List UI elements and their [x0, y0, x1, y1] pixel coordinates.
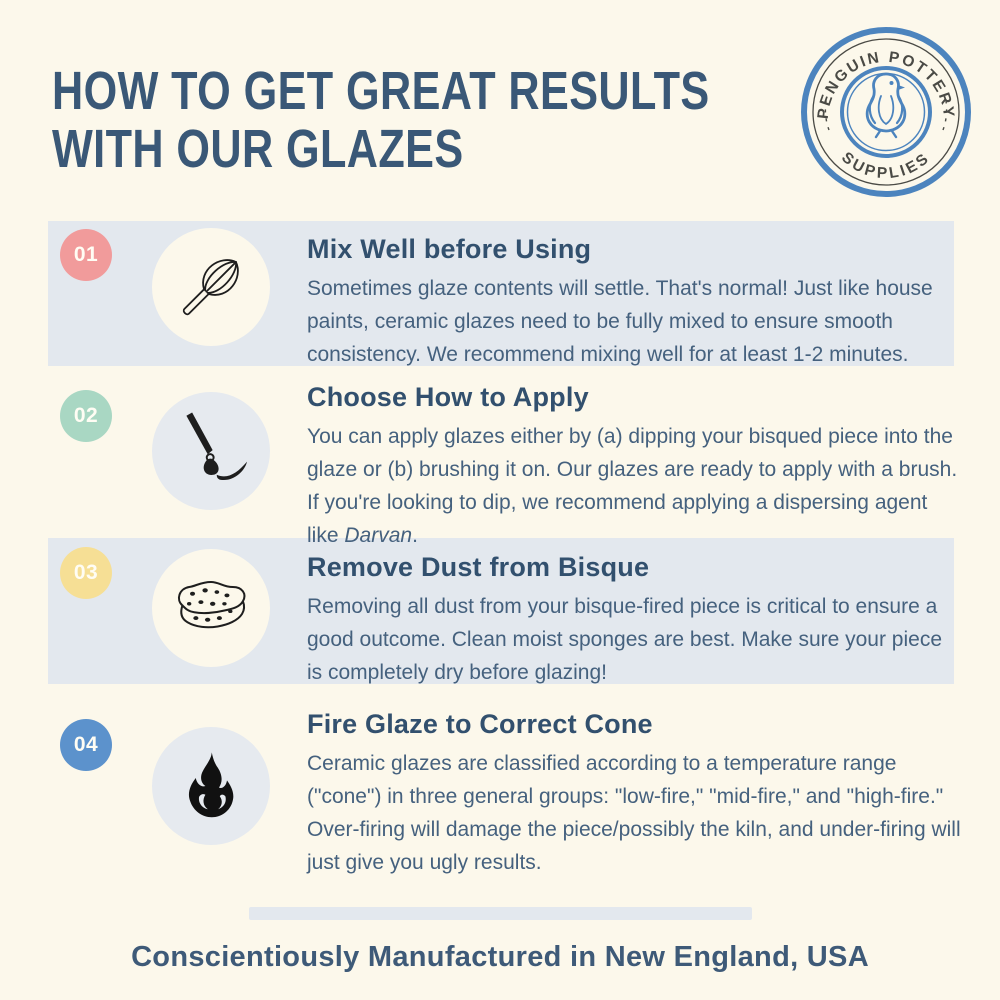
flame-icon — [171, 746, 251, 826]
paintbrush-icon — [170, 410, 252, 492]
step-2-text — [307, 382, 962, 552]
step-1-text — [307, 234, 962, 371]
step-2-number-badge — [60, 390, 112, 442]
step-4-text — [307, 709, 962, 879]
step-2-body: You can apply glazes either by (a) dipping your bisqued piece into the glaze or (b) brushing it on. Our glazes are ready to apply with a brush. If you're looking to dip, we recommend applying a dispersing agent like Darvan. — [307, 425, 958, 547]
step-3-number: 03 — [73, 561, 99, 584]
step-4-number: 04 — [73, 733, 99, 756]
whisk-icon — [170, 246, 252, 328]
step-1-icon-circle — [152, 228, 270, 346]
step-3-icon-circle — [152, 549, 270, 667]
footer-divider — [249, 907, 752, 920]
step-4-icon-circle — [152, 727, 270, 845]
step-2-body-italic: Darvan — [344, 524, 413, 547]
step-1-number: 01 — [73, 243, 99, 266]
sponge-icon — [169, 566, 253, 650]
step-2-number: 02 — [73, 404, 99, 427]
step-3-body: Removing all dust from your bisque-fired piece is critical to ensure a good outcome. Clean moist sponges are best. Make sure your piece is completely dry before glazing! — [307, 595, 943, 684]
step-3-number-badge — [60, 547, 112, 599]
page-title-line-1: HOW TO GET GREAT RESULTS — [52, 61, 710, 121]
penguin-pottery-supplies-logo — [798, 24, 974, 200]
step-1-body: Sometimes glaze contents will settle. That's normal! Just like house paints, ceramic glazes need to be fully mixed to ensure smooth consistency. We recommend mixing well for at least 1-2 minutes. — [307, 277, 933, 366]
step-2-title: Choose How to Apply — [307, 382, 589, 412]
page-title — [52, 62, 710, 178]
step-3-text — [307, 552, 962, 689]
step-2-icon-circle — [152, 392, 270, 510]
logo-inner-ring — [842, 68, 930, 156]
step-4-number-badge — [60, 719, 112, 771]
step-3-title: Remove Dust from Bisque — [307, 552, 650, 582]
penguin-icon — [867, 74, 905, 137]
footer-tagline: Conscientiously Manufactured in New England, USA — [131, 941, 869, 973]
step-1-title: Mix Well before Using — [307, 234, 592, 264]
logo-bottom-text: SUPPLIES — [838, 148, 934, 183]
page-title-line-2: WITH OUR GLAZES — [52, 119, 464, 179]
logo-top-text: PENGUIN POTTERY — [814, 48, 958, 120]
step-1-number-badge — [60, 229, 112, 281]
step-4-title: Fire Glaze to Correct Cone — [307, 709, 653, 739]
step-4-body: Ceramic glazes are classified according to a temperature range ("cone") in three general groups: "low-fire," "mid-fire," and "high-fire." Over-firing will damage the piece/possibly the kiln, and under-firing will just give you ugly results. — [307, 752, 961, 874]
logo-inner-thin-ring — [848, 74, 925, 151]
